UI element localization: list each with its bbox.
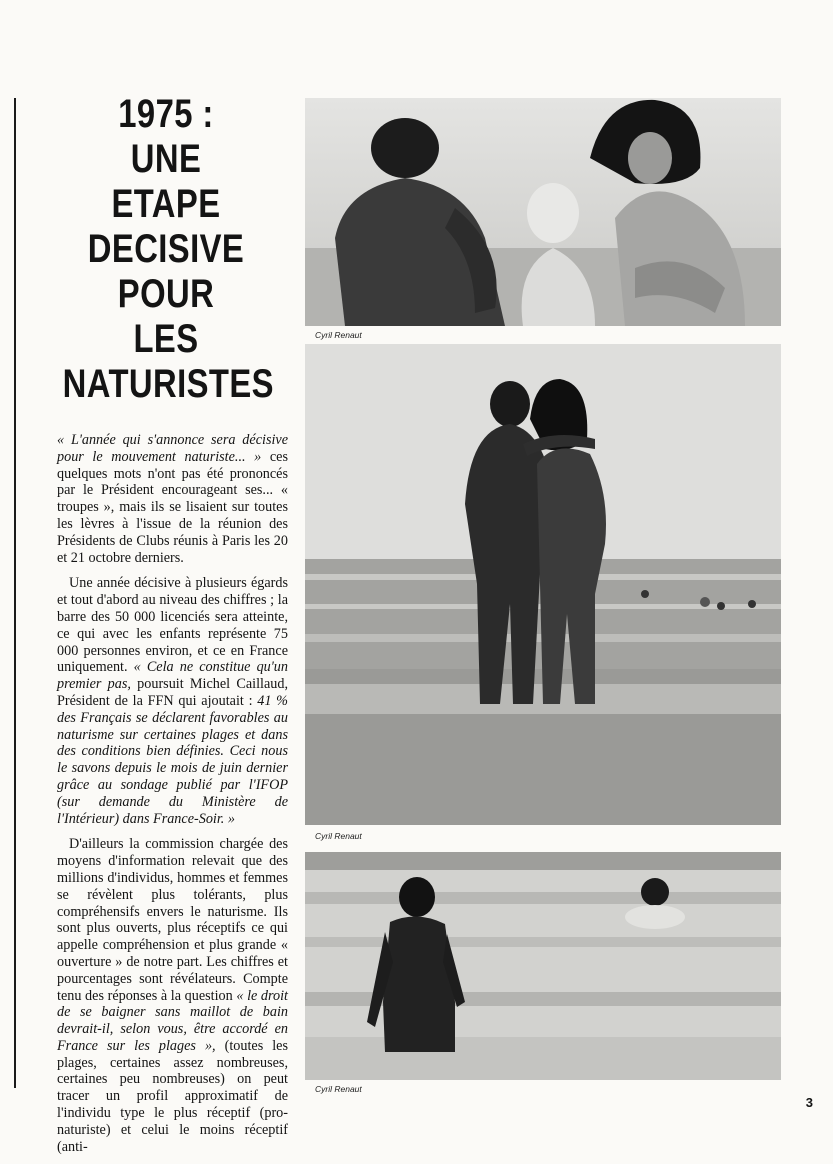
photo-credit: Cyril Renaut xyxy=(315,1084,362,1094)
photo-credit: Cyril Renaut xyxy=(315,831,362,841)
headline-line-4: DECISIVE xyxy=(87,227,245,271)
quote: « Cela ne constitue qu'un premier pas, xyxy=(57,659,288,693)
photo-man-in-water xyxy=(305,852,781,1080)
headline-line-2: UNE xyxy=(130,137,202,181)
photo-family-beach xyxy=(305,98,781,326)
margin-rule xyxy=(14,98,16,1088)
text: D'ailleurs la commission chargée des moyens d'information relevait que des millions d'individus, hommes et femmes se révèlent plus tolérants, plus compréhensifs envers le naturisme. Ils sont plus ouverts, plus réceptifs ce qui appelle compréhension et plus grande « ouverture » de notre part. Les chiffres et pourcentages sont révélateurs. Compte tenu des réponses à la question xyxy=(57,836,288,1004)
article-body xyxy=(57,432,288,1164)
page-number: 3 xyxy=(805,1095,813,1110)
text: ces quelques mots n'ont pas été prononcés par le Président encourageant ses... « troupes », mais ils se lisaient sur toutes les lèvres à l'issue de la réunion des Présidents de Clubs réunis à Paris les 20 et 21 octobre derniers. xyxy=(57,448,288,566)
headline xyxy=(62,92,274,407)
headline-line-7: NATURISTES xyxy=(62,362,274,406)
text: (toutes les plages, certaines assez nombreuses, certaines peu nombreuses) on peut tracer un profil approximatif de l'individu type le plus réceptif (pro-naturiste) et celui le moins réceptif (anti- xyxy=(57,1037,288,1155)
headline-line-6: LES xyxy=(133,317,199,361)
text: poursuit Michel Caillaud, Président de la FFN qui ajoutait : xyxy=(57,676,288,709)
photo-couple-shore xyxy=(305,344,781,825)
headline-line-5: POUR xyxy=(117,272,215,316)
headline-line-1: 1975 : xyxy=(118,92,214,136)
article-paragraph xyxy=(57,836,288,1155)
article-paragraph xyxy=(57,432,288,566)
article-paragraph xyxy=(57,575,288,827)
quote: 41 % des Français se déclarent favorables au naturisme sur certaines plages et dans des conditions bien définies. Ceci nous le savons depuis le mois de juin dernier grâce au sondage publié par l'IFOP (sur demande du Ministère de l'Intérieur) dans France-Soir. » xyxy=(57,692,288,827)
quote: « le droit de se baigner sans maillot de bain devrait-il, selon vous, être accordé en France sur les plages », xyxy=(57,987,288,1054)
photo-credit: Cyril Renaut xyxy=(315,330,362,340)
text: Une année décisive à plusieurs égards et tout d'abord au niveau des chiffres ; la barre des 50 000 licenciés sera atteinte, ce qui avec les enfants représente 75 000 personnes environ, et ce en France uniquement. xyxy=(57,575,288,676)
headline-line-3: ETAPE xyxy=(111,182,221,226)
quote: « L'année qui s'annonce sera décisive pour le mouvement naturiste... » xyxy=(57,432,288,465)
